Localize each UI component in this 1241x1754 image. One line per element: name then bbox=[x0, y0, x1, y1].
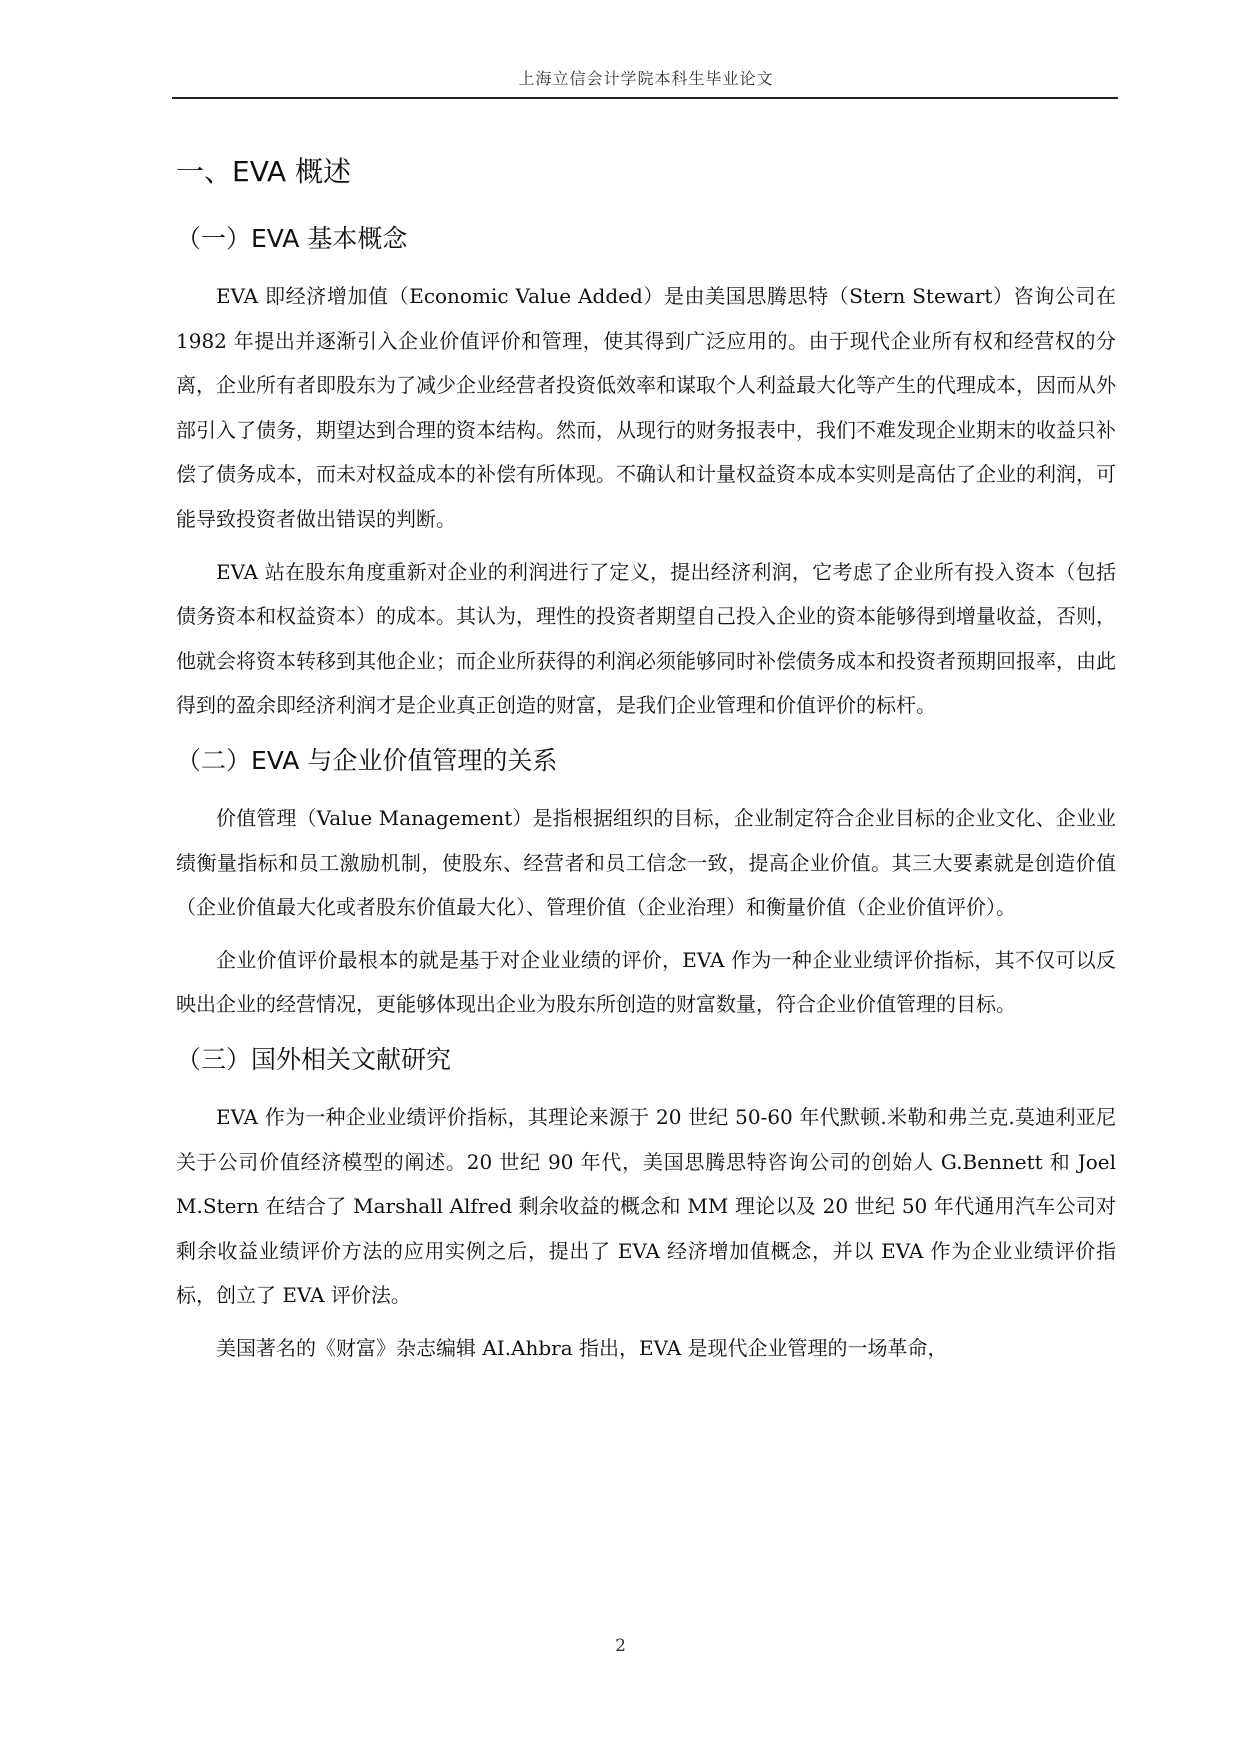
section-heading-value-management: （二）EVA 与企业价值管理的关系 bbox=[176, 745, 558, 775]
page-number: 2 bbox=[615, 1636, 626, 1656]
paragraph: EVA 站在股东角度重新对企业的利润进行了定义，提出经济利润，它考虑了企业所有投入资本（包括债务资本和权益资本）的成本。其认为，理性的投资者期望自己投入企业的资本能够得到增量收益，否则，他就会将资本转移到其他企业；而企业所获得的利润必须能够同时补偿债务成本和投资者预期回报率，由此得到的盈余即经济利润才是企业真正创造的财富，是我们企业管理和价值评价的标杆。 bbox=[176, 559, 1116, 718]
paragraph: EVA 即经济增加值（Economic Value Added）是由美国思腾思特（Stern Stewart）咨询公司在 1982 年提出并逐渐引入企业价值评价和管理，使其得到广泛应用的。由于现代企业所有权和经营权的分离，企业所有者即股东为了减少企业经营者投资低效率和谋取个人利益最大化等产生的代理成本，因而从外部引入了债务，期望达到合理的资本结构。然而，从现行的财务报表中，我们不难发现企业期末的收益只补偿了债务成本，而未对权益成本的补偿有所体现。不确认和计量权益资本成本实则是高估了企业的利润，可能导致投资者做出错误的判断。 bbox=[176, 284, 1116, 531]
paragraph: 美国著名的《财富》杂志编辑 AI.Ahbra 指出，EVA 是现代企业管理的一场革命， bbox=[216, 1335, 948, 1360]
running-header: 上海立信会计学院本科生毕业论文 bbox=[518, 69, 774, 88]
page-body bbox=[176, 150, 1116, 1378]
paragraph: EVA 作为一种企业业绩评价指标，其理论来源于 20 世纪 50-60 年代默顿.米勒和弗兰克.莫迪利亚尼关于公司价值经济模型的阐述。20 世纪 90 年代，美国思腾思特咨询公司的创始人 G.Bennett 和 Joel M.Stern 在结合了 Marshall Alfred 剩余收益的概念和 MM 理论以及 20 世纪 50 年代通用汽车公司对剩余收益业绩评价方法的应用实例之后，提出了 EVA 经济增加值概念，并以 EVA 作为企业业绩评价指标，创立了 EVA 评价法。 bbox=[176, 1104, 1116, 1308]
section-heading-literature-review: （三）国外相关文献研究 bbox=[176, 1044, 452, 1074]
chapter-heading: 一、EVA 概述 bbox=[176, 155, 352, 188]
header-divider bbox=[172, 97, 1118, 99]
section-heading-basic-concept: （一）EVA 基本概念 bbox=[176, 224, 408, 253]
paragraph: 企业价值评价最根本的就是基于对企业业绩的评价，EVA 作为一种企业业绩评价指标，其不仅可以反映出企业的经营情况，更能够体现出企业为股东所创造的财富数量，符合企业价值管理的目标。 bbox=[176, 947, 1116, 1017]
paragraph: 价值管理（Value Management）是指根据组织的目标，企业制定符合企业目标的企业文化、企业业绩衡量指标和员工激励机制，使股东、经营者和员工信念一致，提高企业价值。其三大要素就是创造价值（企业价值最大化或者股东价值最大化）、管理价值（企业治理）和衡量价值（企业价值评价）。 bbox=[176, 805, 1116, 920]
